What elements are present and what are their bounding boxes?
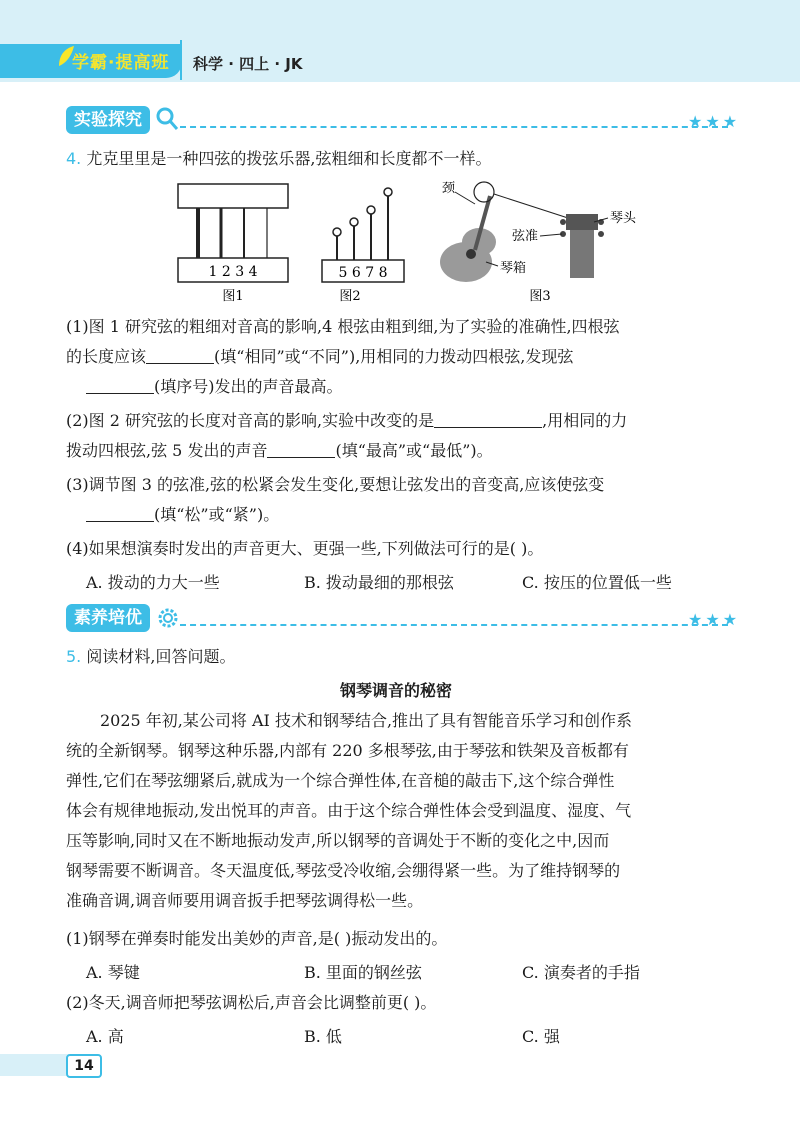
page-number: 14 [66,1054,102,1078]
passage-line: 弹性,它们在琴弦绷紧后,就成为一个综合弹性体,在音槌的敲击下,这个综合弹性 [66,771,615,790]
section-badge-literacy: 素养培优 [66,604,150,632]
passage-line: 2025 年初,某公司将 AI 技术和钢琴结合,推出了具有智能音乐学习和创作系 [100,711,633,730]
q4-part4: (4)如果想演奏时发出的声音更大、更强一些,下列做法可行的是( )。 [66,539,544,558]
fig2-caption: 图2 [339,289,361,304]
header-divider-icon [176,40,186,80]
answer-blank[interactable] [86,505,154,522]
q4-option-a[interactable]: A. 拨动的力大一些 [86,573,220,592]
q4-part1-line2 [66,346,573,368]
section-divider [180,624,728,626]
q5-sub2: (2)冬天,调音师把琴弦调松后,声音会比调整前更( )。 [66,993,437,1012]
q4-part1-line1: (1)图 1 研究弦的粗细对音高的影响,4 根弦由粗到细,为了实验的准确性,四根弦 [66,317,620,336]
q4-option-b[interactable]: B. 拨动最细的那根弦 [304,573,454,592]
q5-stem [66,646,235,668]
q4-part1-line3 [86,376,343,398]
q4-part2-text-b: ,用相同的力 [542,411,628,430]
q4-part2-text-d: (填“最高”或“最低”)。 [335,441,493,460]
figure-2 [322,188,404,304]
label-neck: 颈 [442,181,456,196]
section-badge-experiment: 实验探究 [66,106,150,134]
fig3-caption: 图3 [529,289,551,304]
q5-stem-text: 阅读材料,回答问题。 [86,647,236,666]
q4-part1-text-c: (填序号)发出的声音最高。 [154,377,343,396]
passage-line: 准确音调,调音师要用调音扳手把琴弦调得松一些。 [66,891,424,910]
label-head: 琴头 [610,211,637,226]
brand-title: 学霸·提高班 [72,53,170,73]
q5-sub2-option-c[interactable]: C. 强 [522,1027,560,1046]
answer-blank[interactable] [267,441,335,458]
difficulty-stars: ★★★ [688,112,741,131]
q5-sub2-option-a[interactable]: A. 高 [86,1027,124,1046]
passage-line: 统的全新钢琴。钢琴这种乐器,内部有 220 多根琴弦,由于琴弦和铁架及音板都有 [66,741,629,760]
q5-number: 5. [66,647,82,666]
fig1-caption: 图1 [222,289,244,304]
q4-part2-line1 [66,410,627,432]
q4-stem [66,148,491,170]
answer-blank[interactable] [86,377,154,394]
section-divider [180,126,728,128]
q5-sub1-option-b[interactable]: B. 里面的钢丝弦 [304,963,422,982]
q4-part2-text-a: (2)图 2 研究弦的长度对音高的影响,实验中改变的是 [66,411,435,430]
q4-part3-line2 [86,504,279,526]
passage-line: 压等影响,同时又在不断地振动发声,所以钢琴的音调处于不断的变化之中,因而 [66,831,610,850]
figures [170,178,710,306]
answer-blank[interactable] [146,347,214,364]
subject-label: 科学 · 四上 · JK [193,55,303,73]
label-body: 琴箱 [500,261,527,276]
gear-icon [156,606,180,630]
q4-part3-line1: (3)调节图 3 的弦准,弦的松紧会发生变化,要想让弦发出的音变高,应该使弦变 [66,475,605,494]
answer-blank[interactable] [434,411,542,428]
q4-part2-line2 [66,440,493,462]
q4-part2-text-c: 拨动四根弦,弦 5 发出的声音 [66,441,268,460]
passage-line: 钢琴需要不断调音。冬天温度低,琴弦受冷收缩,会绷得紧一些。为了维持钢琴的 [66,861,621,880]
q4-part1-text-b: (填“相同”或“不同”),用相同的力拨动四根弦,发现弦 [214,347,574,366]
q5-sub2-option-b[interactable]: B. 低 [304,1027,342,1046]
q4-stem-text: 尤克里里是一种四弦的拨弦乐器,弦粗细和长度都不一样。 [86,149,492,168]
q4-part3-text: (填“松”或“紧”)。 [154,505,280,524]
figure-1 [178,184,288,304]
q5-sub1-option-c[interactable]: C. 演奏者的手指 [522,963,640,982]
q4-number: 4. [66,149,82,168]
q4-option-c[interactable]: C. 按压的位置低一些 [522,573,672,592]
q4-part1-text-a: 的长度应该 [66,347,147,366]
passage-title: 钢琴调音的秘密 [340,681,453,700]
passage-line: 体会有规律地振动,发出悦耳的声音。由于这个综合弹性体会受到温度、湿度、气 [66,801,632,820]
q5-sub1-option-a[interactable]: A. 琴键 [86,963,140,982]
figure-3 [440,181,637,304]
difficulty-stars: ★★★ [688,610,741,629]
fig1-numbers: 1 2 3 4 [208,264,258,280]
fig2-numbers: 5 6 7 8 [338,265,388,281]
label-tuner: 弦准 [512,229,539,244]
magnifier-icon [156,106,180,132]
q5-sub1: (1)钢琴在弹奏时能发出美妙的声音,是( )振动发出的。 [66,929,448,948]
